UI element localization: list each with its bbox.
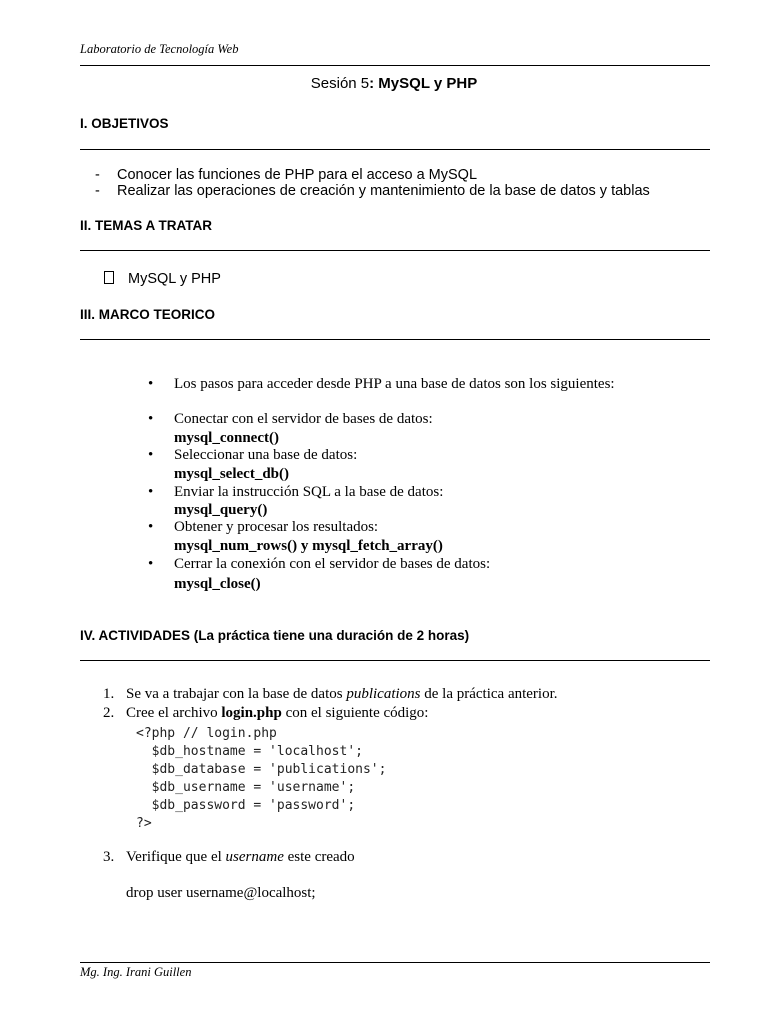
bullet-icon: • [148,376,154,392]
step-text: Seleccionar una base de datos: [174,447,358,463]
code-line: $db_hostname = 'localhost'; [136,744,363,759]
running-footer: Mg. Ing. Irani Guillen [80,965,192,979]
bullet-icon: • [148,411,154,427]
title-bold: : MySQL y PHP [369,75,478,92]
section-rule-objetivos [80,149,710,150]
section-heading-temas: II. TEMAS A TRATAR [80,218,212,233]
objective-text: Realizar las operaciones de creación y mantenimiento de la base de datos y tablas [117,183,650,199]
section-rule-actividades [80,660,710,661]
step-function: mysql_close() [174,576,261,592]
objective-item [95,183,650,199]
section-heading-actividades: IV. ACTIVIDADES (La práctica tiene una duración de 2 horas) [80,628,470,643]
footer-rule [80,962,710,963]
step-function: mysql_connect() [174,430,279,446]
code-line: $db_database = 'publications'; [136,762,387,777]
step-text: Conectar con el servidor de bases de datos: [174,411,433,427]
bullet-icon: • [148,556,154,572]
objective-item [95,167,477,183]
objective-text: Conocer las funciones de PHP para el acceso a MySQL [117,167,478,183]
bullet-icon: • [148,447,154,463]
bullet-icon: • [148,519,154,535]
item-number: 1. [103,686,115,702]
section-heading-marco: III. MARCO TEORICO [80,307,215,322]
activity-text: Se va a trabajar con la base de datos publications de la práctica anterior. [126,686,558,702]
bullet-icon: • [148,484,154,500]
section-heading-objetivos: I. OBJETIVOS [80,116,169,131]
code-line: $db_username = 'username'; [136,780,356,795]
code-line: ?> [136,816,152,831]
step-text: Cerrar la conexión con el servidor de bases de datos: [174,556,491,572]
sql-command: drop user username@localhost; [126,885,316,901]
theory-intro: Los pasos para acceder desde PHP a una base de datos son los siguientes: [174,376,615,392]
code-line: $db_password = 'password'; [136,798,356,813]
step-text: Enviar la instrucción SQL a la base de datos: [174,484,444,500]
section-rule-marco [80,339,710,340]
item-number: 3. [103,849,115,865]
dash-marker: - [95,183,100,199]
title-prefix: Sesión 5 [310,75,370,92]
section-rule-temas [80,250,710,251]
activity-text: Cree el archivo login.php con el siguiente código: [126,705,429,721]
code-line: <?php // login.php [136,726,277,741]
page-title [0,75,768,92]
step-function: mysql_query() [174,502,268,518]
code-block [136,725,386,833]
running-header: Laboratorio de Tecnología Web [80,42,239,56]
step-function: mysql_select_db() [174,466,289,482]
item-number: 2. [103,705,115,721]
header-rule [80,65,710,66]
step-text: Obtener y procesar los resultados: [174,519,379,535]
theory-list [148,375,708,605]
step-function: mysql_num_rows() y mysql_fetch_array() [174,538,443,554]
checkbox-glyph-icon [104,271,114,284]
activity-text: Verifique que el username este creado [126,849,355,865]
dash-marker: - [95,167,100,183]
topic-item [104,271,221,287]
topic-text: MySQL y PHP [128,271,221,287]
